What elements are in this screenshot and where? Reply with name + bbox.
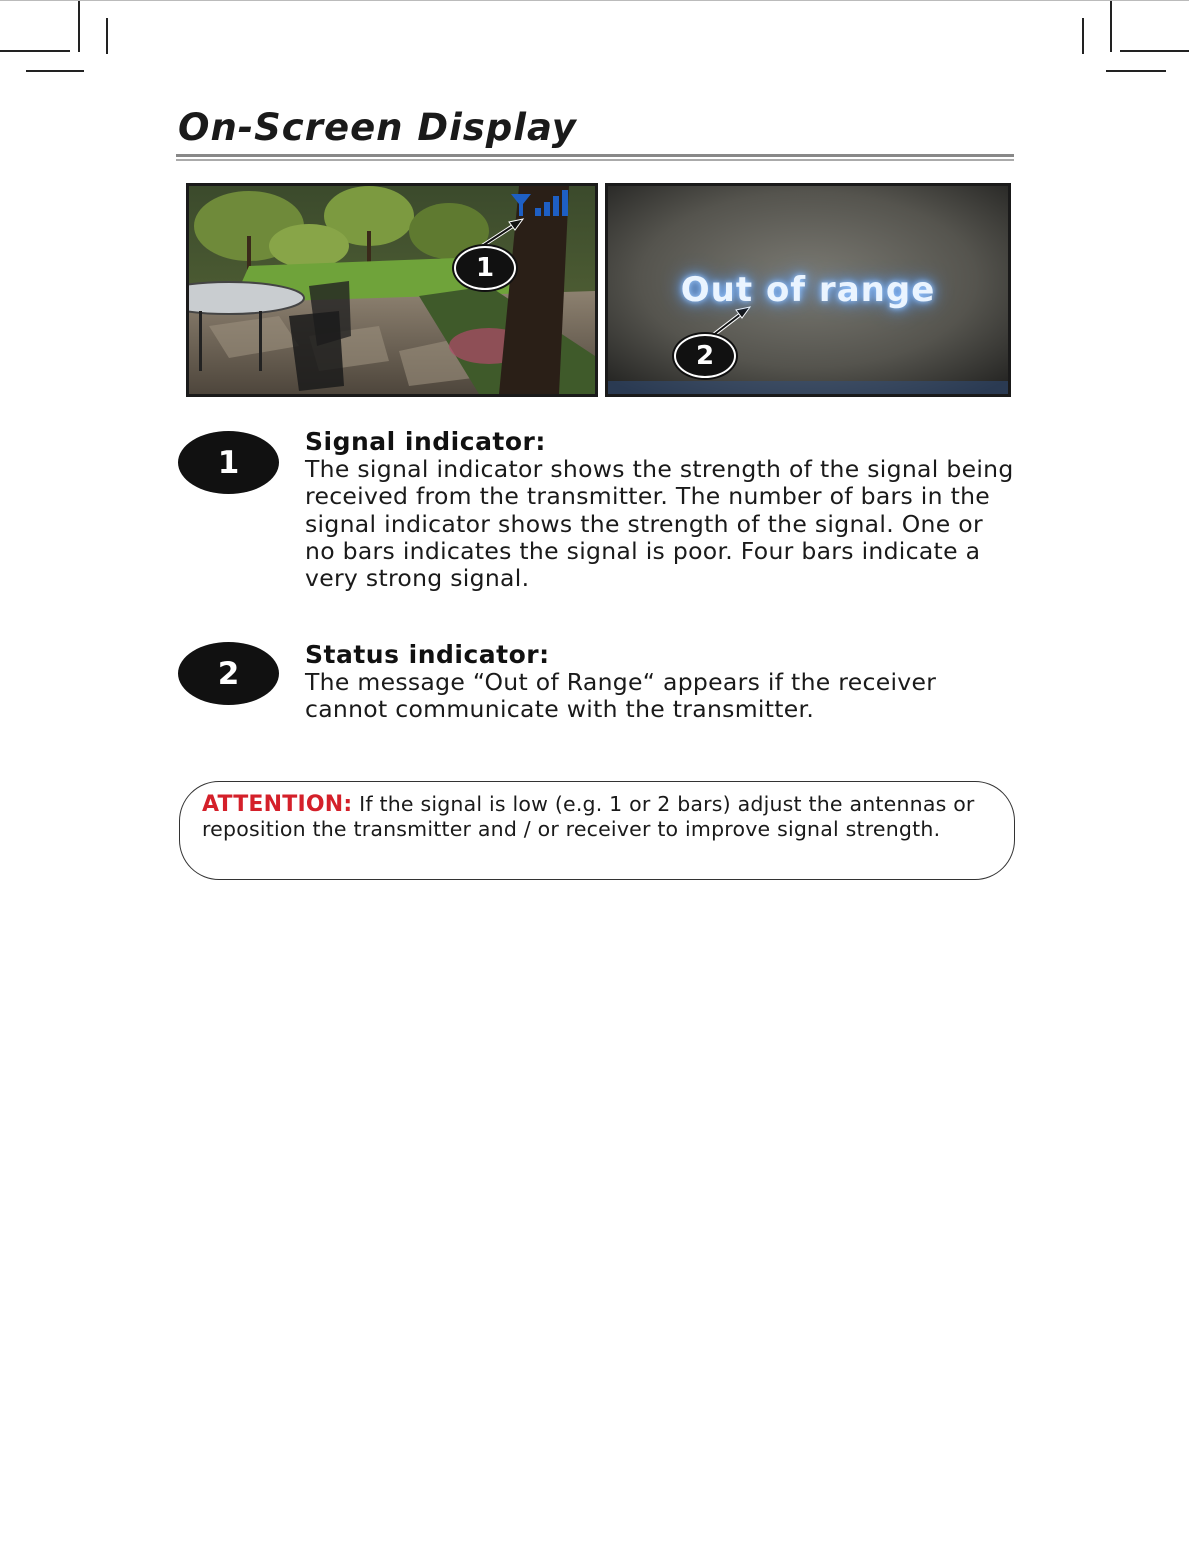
attention-box [179, 781, 1015, 880]
section-heading: Signal indicator: [305, 427, 546, 456]
crop-mark-top-right-vertical [1110, 0, 1112, 52]
crop-mark-top-right-horizontal-inner [1106, 70, 1166, 72]
callout-number-2: 2 [674, 334, 736, 378]
callout-number-1: 1 [454, 246, 516, 290]
crop-mark-top-right-horizontal [1120, 50, 1189, 52]
crop-mark-top-right-vertical-inner [1082, 18, 1084, 54]
crop-mark-top-left-vertical-inner [106, 18, 108, 54]
crop-mark-top-left-horizontal [0, 50, 70, 52]
attention-text: If the signal is low (e.g. 1 or 2 bars) adjust the antennas or reposition the transmitter and / or receiver to improve signal strength. [202, 792, 975, 841]
page-title: On-Screen Display [178, 106, 577, 149]
section-body: The signal indicator shows the strength of the signal being received from the transmitter. The number of bars in the signal indicator shows the strength of the signal. One or no bars indicates the signal is poor. Four bars indicate a very strong signal. [305, 455, 1014, 593]
title-rule [176, 154, 1014, 157]
crop-mark-top-left-horizontal-inner [26, 70, 84, 72]
garden-scene-illustration [189, 186, 595, 394]
title-rule-thin [176, 159, 1014, 161]
camera-view-photo [186, 183, 598, 397]
page-top-edge [0, 0, 1189, 1]
section-body: The message “Out of Range“ appears if the receiver cannot communicate with the transmitter. [305, 668, 937, 724]
section-badge-1: 1 [178, 431, 279, 494]
status-indicator-section [305, 640, 1015, 724]
section-heading: Status indicator: [305, 640, 550, 669]
signal-indicator-section [305, 427, 1015, 592]
attention-label: ATTENTION: [202, 792, 353, 817]
out-of-range-message: Out of range [680, 270, 936, 310]
crop-mark-top-left-vertical [78, 0, 80, 52]
section-badge-2: 2 [178, 642, 279, 705]
